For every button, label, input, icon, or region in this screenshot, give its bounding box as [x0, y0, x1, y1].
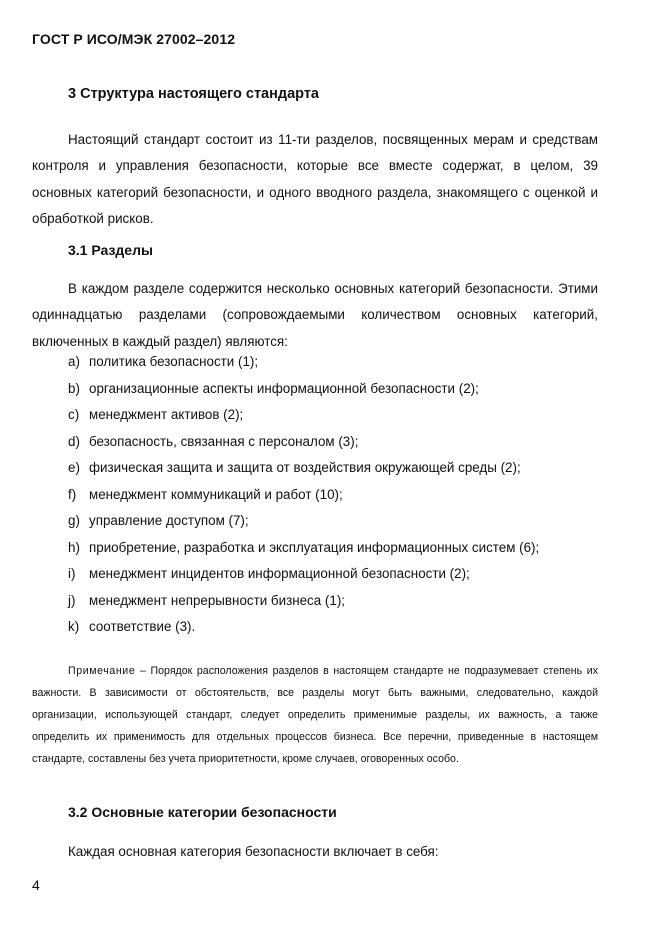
list-marker: i) — [68, 566, 76, 581]
page-number: 4 — [32, 877, 40, 893]
list-item — [68, 588, 539, 615]
section-3-heading: 3 Структура настоящего стандарта — [68, 86, 319, 102]
section-3-1-heading: 3.1 Разделы — [68, 242, 153, 258]
note-block — [32, 660, 598, 770]
list-item-text: менеджмент коммуникаций и работ (10); — [89, 486, 343, 502]
list-item-text: безопасность, связанная с персоналом (3); — [89, 433, 359, 449]
list-marker: h) — [68, 539, 80, 555]
list-item — [68, 455, 539, 482]
list-item — [68, 402, 539, 429]
list-marker: j) — [68, 592, 76, 608]
list-marker: a) — [68, 354, 80, 369]
list-item-text: приобретение, разработка и эксплуатация информационных систем (6); — [89, 539, 540, 555]
note-text: – Порядок расположения разделов в настоящем стандарте не подразумевает степень их важности. В зависимости от обстоятельств, все разделы могут быть важными, следовательно, каждой организации, использующей стандарт, следует определить применимые разделы, их важность, а также определить их применимость для отдельных процессов бизнеса. Все перечни, приведенные в настоящем стандарте, составлены без учета приоритетности, кроме случаев, оговоренных особо. — [32, 665, 598, 766]
list-item — [68, 376, 539, 403]
list-marker: d) — [68, 433, 80, 449]
section-3-paragraph — [32, 127, 598, 232]
section-3-1-paragraph — [32, 276, 598, 355]
list-marker: b) — [68, 380, 80, 396]
section-3-2-paragraph — [32, 839, 598, 865]
list-item-text: менеджмент активов (2); — [89, 407, 244, 422]
section-3-2-heading: 3.2 Основные категории безопасности — [68, 804, 337, 820]
section-3-2-paragraph-text: Каждая основная категория безопасности включает в себя: — [68, 844, 439, 859]
list-item — [68, 508, 539, 535]
list-item-text: соответствие (3). — [89, 619, 196, 634]
list-item — [68, 614, 539, 641]
section-3-1-paragraph-text: В каждом разделе содержится несколько основных категорий безопасности. Этими одиннадцатью разделами (сопровождаемыми количеством основных категорий, включенных в каждый раздел) являются: — [32, 281, 598, 349]
list-item — [68, 482, 539, 509]
list-marker: f) — [68, 486, 77, 502]
list-item-text: менеджмент непрерывности бизнеса (1); — [89, 592, 345, 608]
note-label: Примечание — [68, 665, 136, 677]
list-item — [68, 535, 539, 562]
list-item-text: политика безопасности (1); — [89, 354, 259, 369]
list-item — [68, 349, 539, 376]
list-item-text: организационные аспекты информационной безопасности (2); — [89, 380, 479, 396]
document-header: ГОСТ Р ИСО/МЭК 27002–2012 — [32, 31, 236, 47]
list-marker: k) — [68, 619, 80, 634]
list-item-text: физическая защита и защита от воздействия окружающей среды (2); — [89, 460, 521, 475]
list-item — [68, 561, 539, 588]
list-marker: g) — [68, 513, 80, 528]
list-marker: e) — [68, 460, 80, 475]
list-item-text: менеджмент инцидентов информационной безопасности (2); — [89, 566, 470, 581]
list-item-text: управление доступом (7); — [89, 513, 249, 528]
section-3-paragraph-text: Настоящий стандарт состоит из 11-ти разделов, посвященных мерам и средствам контроля и управления безопасности, которые все вместе содержат, в целом, 39 основных категорий безопасности, и одного вводного раздела, знакомящего с оценкой и обработкой рисков. — [32, 132, 598, 226]
list-item — [68, 429, 539, 456]
list-marker: c) — [68, 407, 80, 422]
sections-list — [68, 349, 539, 641]
